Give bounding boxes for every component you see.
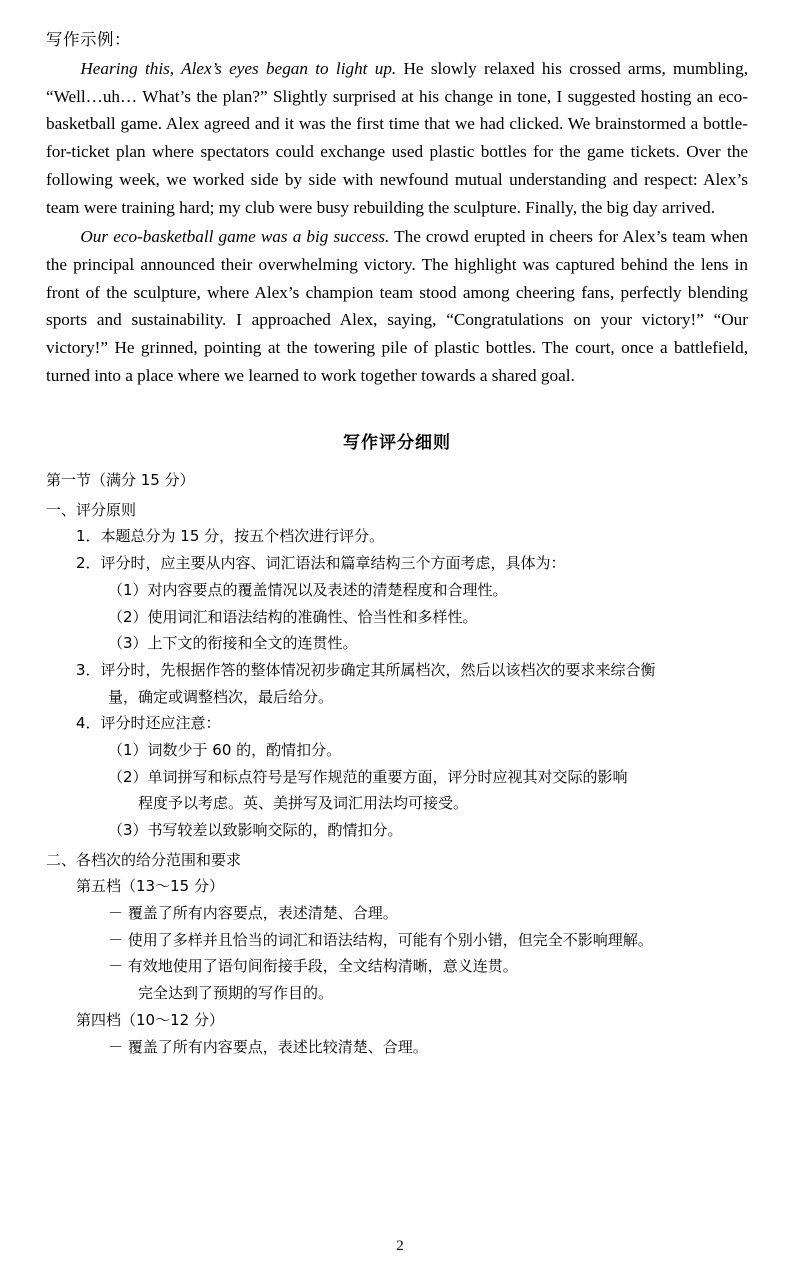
rubric-band-item: － 覆盖了所有内容要点，表述清楚、合理。 [108, 904, 398, 923]
rubric-principle-item: 3．评分时，先根据作答的整体情况初步确定其所属档次，然后以该档次的要求来综合衡 [76, 660, 656, 679]
rubric-principle-continuation: 量，确定或调整档次，最后给分。 [108, 687, 334, 706]
rubric-section-label: 第一节（满分 15 分） [46, 471, 195, 490]
rubric-principles-heading: 一、评分原则 [46, 500, 137, 519]
page-number: 2 [396, 1238, 404, 1254]
rubric-title: 写作评分细则 [343, 433, 451, 454]
rubric-band-item: － 覆盖了所有内容要点，表述比较清楚、合理。 [108, 1037, 428, 1056]
rubric-band-item: 完全达到了预期的写作目的。 [138, 984, 334, 1003]
rubric-principle-subitem: （1）对内容要点的覆盖情况以及表述的清楚程度和合理性。 [108, 580, 508, 599]
rubric-principle-item: 1．本题总分为 15 分，按五个档次进行评分。 [76, 527, 385, 546]
rubric-principle-item: 4．评分时还应注意： [76, 714, 221, 733]
sample-paragraph-2 [46, 223, 748, 390]
rubric-body [46, 467, 748, 1060]
rubric-principle-item: 2．评分时，应主要从内容、词汇语法和篇章结构三个方面考虑，具体为： [76, 554, 566, 573]
rubric-principle-subitem: （2）单词拼写和标点符号是写作规范的重要方面，评分时应视其对交际的影响 [108, 767, 628, 786]
sample-writing-heading: 写作示例： [46, 30, 131, 49]
rubric-band-label: 第五档（13～15 分） [76, 877, 224, 896]
paragraph-2-text: The crowd erupted in cheers for Alex’s team when the principal announced their overwhelming victory. The highlight was captured behind the lens in front of the sculpture, where Alex’s champion team stood among cheering fans, perfectly blending sports and sustainability. I approached Alex, saying, “Congratulations on your victory!” “Our victory!” He grinned, pointing at the towering pile of plastic bottles. The court, once a battlefield, turned into a place where we learned to work together towards a shared goal. [46, 226, 748, 386]
rubric-band-label: 第四档（10～12 分） [76, 1010, 224, 1029]
sample-writing-body [46, 55, 748, 390]
paragraph-1-text: He slowly relaxed his crossed arms, mumbling, “Well…uh… What’s the plan?” Slightly surprised at his change in tone, I suggested hosting an eco-basketball game. Alex agreed and it was the first time that we had clicked. We brainstormed a bottle-for-ticket plan where spectators could exchange used plastic bottles for the game tickets. Over the following week, we worked side by side with newfound mutual understanding and respect: Alex’s team were training hard; my club were busy rebuilding the sculpture. Finally, the big day arrived. [46, 58, 748, 218]
rubric-principle-subitem: （2）使用词汇和语法结构的准确性、恰当性和多样性。 [108, 607, 478, 626]
sample-paragraph-1 [46, 55, 748, 222]
paragraph-1-topic-sentence: Hearing this, Alex’s eyes began to light up. [80, 58, 397, 78]
rubric-principle-continuation: 程度予以考虑。英、美拼写及词汇用法均可接受。 [138, 794, 469, 813]
rubric-principle-subitem: （3）上下文的衔接和全文的连贯性。 [108, 634, 358, 653]
rubric-band-item: － 有效地使用了语句间衔接手段，全文结构清晰，意义连贯。 [108, 957, 518, 976]
paragraph-2-topic-sentence: Our eco-basketball game was a big success. [80, 226, 390, 246]
rubric-principle-subitem: （1）词数少于 60 的，酌情扣分。 [108, 740, 342, 759]
rubric-band-item: － 使用了多样并且恰当的词汇和语法结构，可能有个别小错，但完全不影响理解。 [108, 930, 653, 949]
rubric-principle-subitem: （3）书写较差以致影响交际的，酌情扣分。 [108, 821, 403, 839]
rubric-bands-heading: 二、各档次的给分范围和要求 [46, 850, 242, 869]
